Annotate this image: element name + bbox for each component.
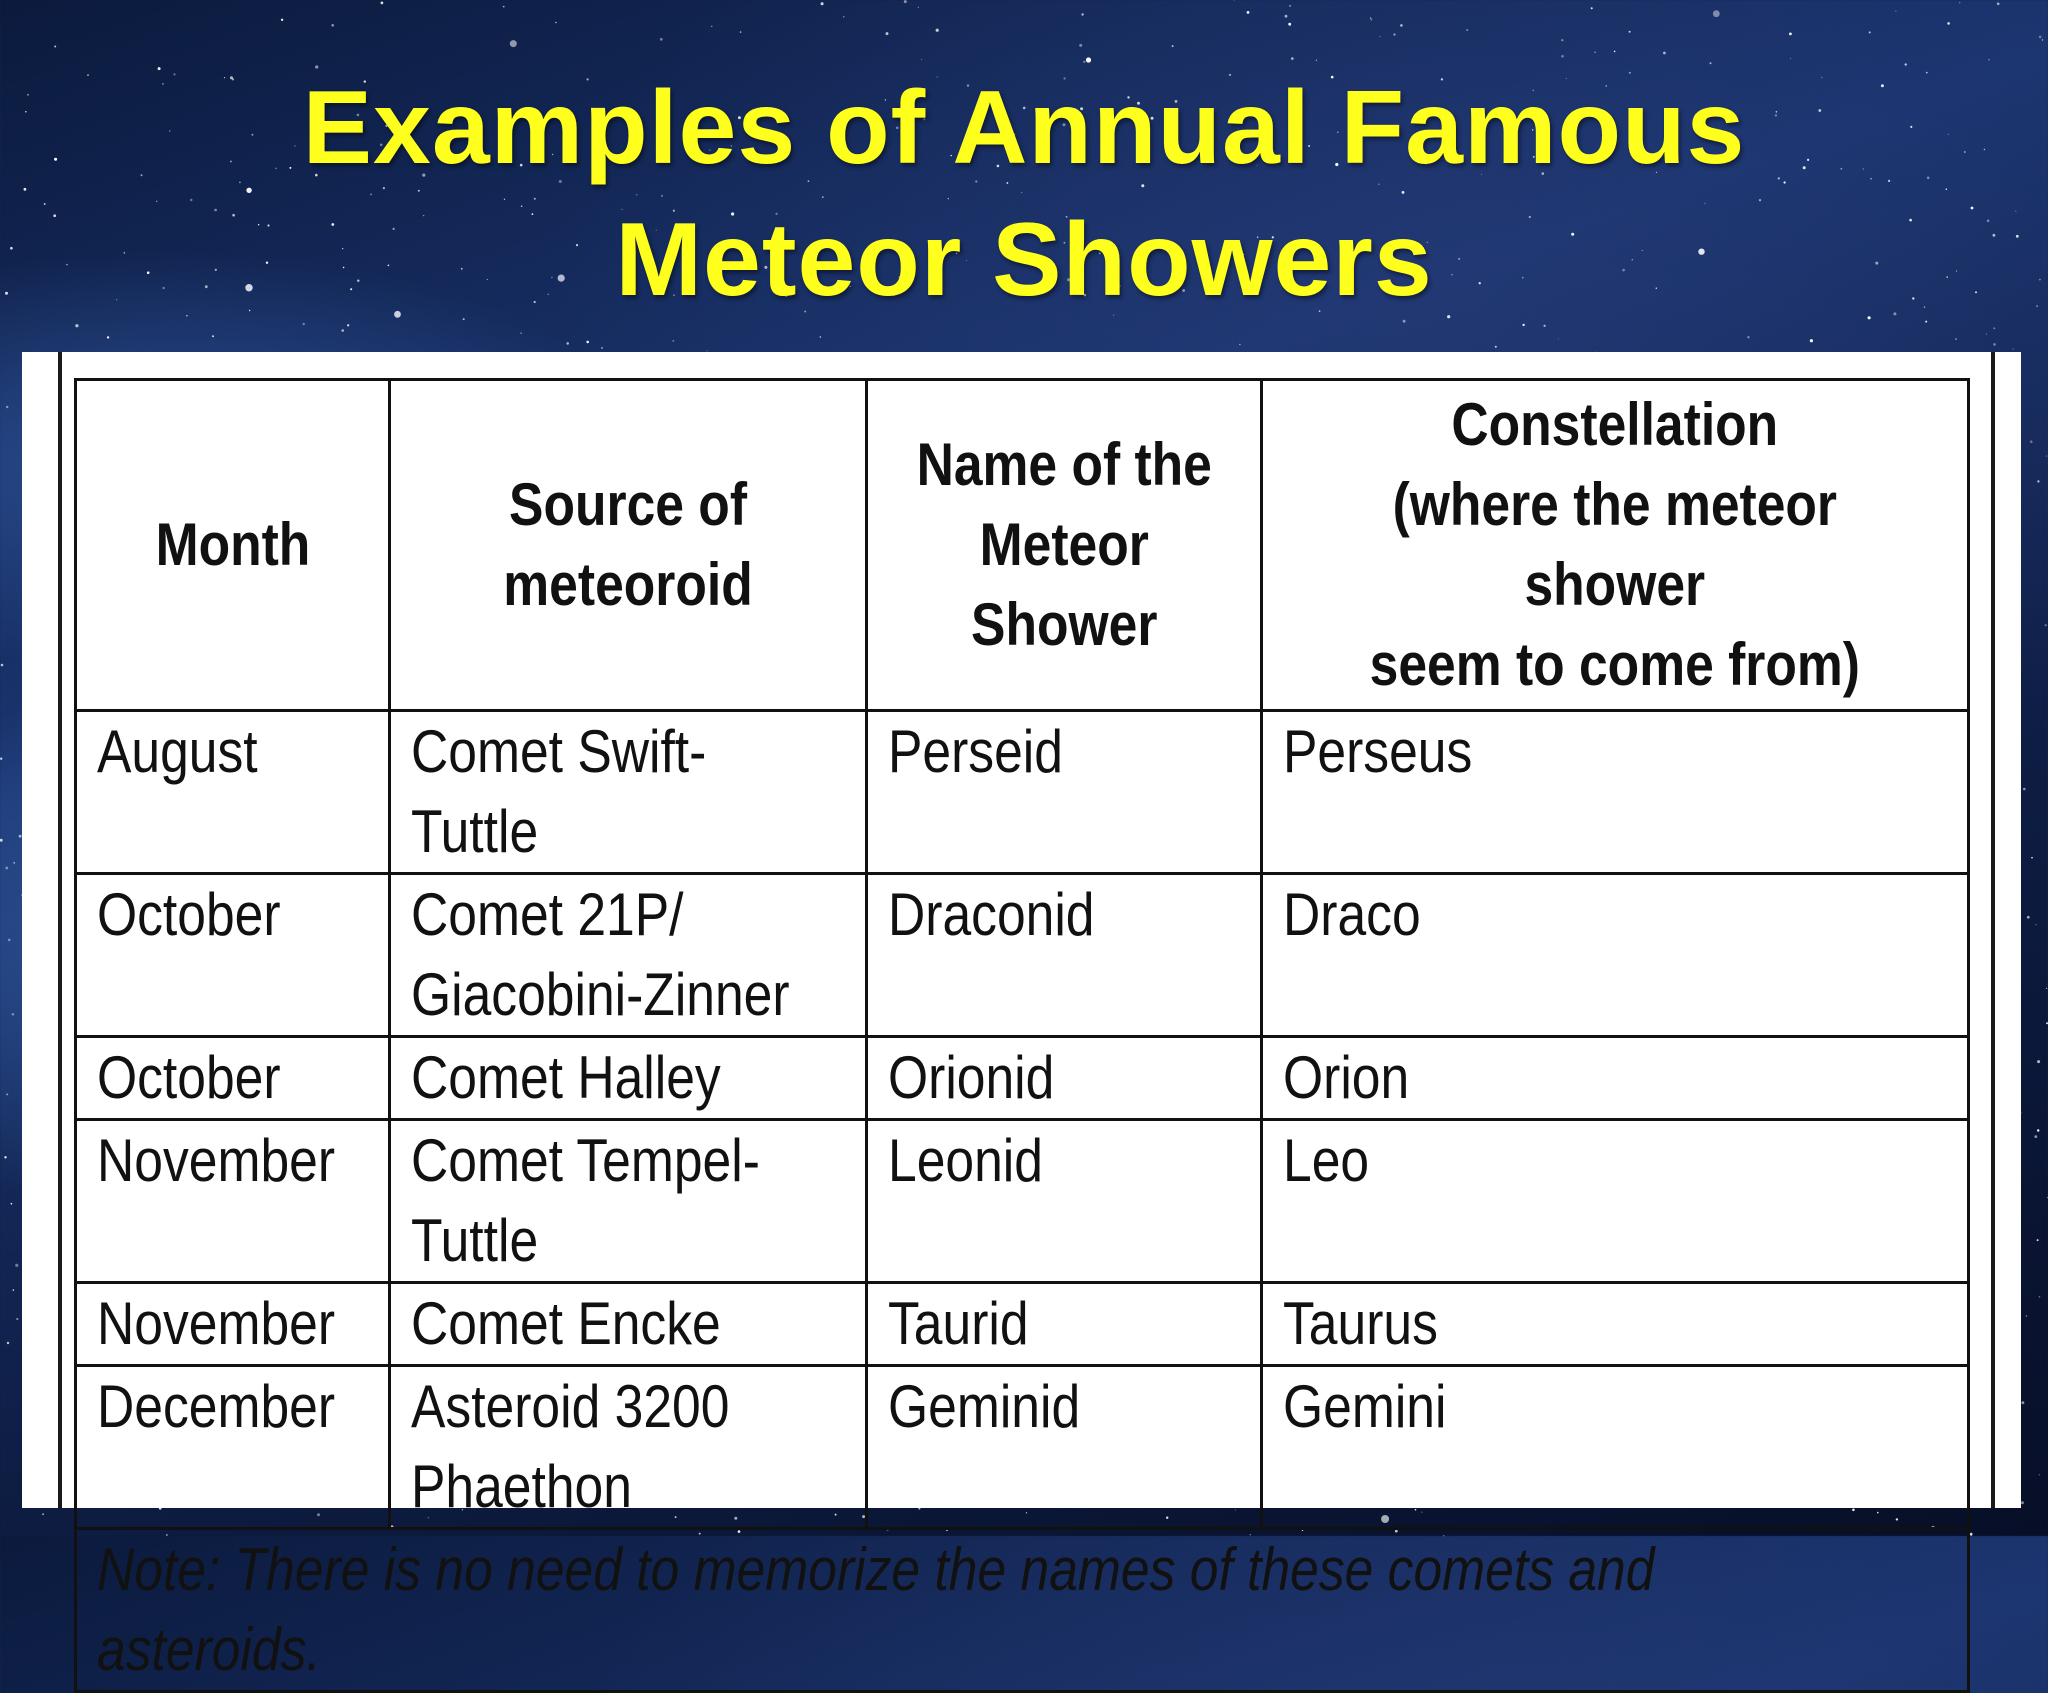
star (2039, 36, 2042, 39)
cell-constellation: Draco (1262, 874, 1969, 1037)
star (1466, 29, 1468, 31)
star (4, 1156, 6, 1158)
star (1239, 344, 1240, 345)
star (1947, 22, 1950, 25)
star (2037, 1239, 2039, 1241)
cell-source: Comet Encke (390, 1283, 867, 1366)
star (1629, 31, 1631, 33)
cell-month: December (76, 1366, 390, 1529)
star (1988, 59, 1990, 61)
cell-source: Comet Tempel- Tuttle (390, 1120, 867, 1283)
star (2037, 1129, 2039, 1131)
cell-source: Comet Swift-Tuttle (390, 711, 867, 874)
star (16, 1318, 18, 1320)
star (2037, 480, 2039, 482)
star (1079, 44, 1082, 47)
header-constellation: Constellation (where the meteor shower seem to come from) (1262, 380, 1969, 711)
cell-shower: Leonid (866, 1120, 1261, 1283)
table-row (76, 1283, 1969, 1366)
star (1561, 39, 1563, 41)
star (821, 2, 824, 5)
star (7, 1342, 9, 1344)
cell-source: Asteroid 3200 Phaethon (390, 1366, 867, 1529)
star (1986, 334, 1987, 335)
star (1172, 45, 1174, 47)
star (2031, 857, 2033, 859)
slide-title-line-2: Meteor Showers (615, 202, 1433, 318)
table-row (76, 1037, 1969, 1120)
star (1289, 5, 1290, 6)
star (1, 664, 4, 667)
star (1370, 17, 1371, 18)
star (1291, 57, 1294, 60)
star (2013, 349, 2014, 350)
sheet-right-rule (1991, 352, 1995, 1508)
star (886, 32, 889, 35)
table-note-row (76, 1529, 1969, 1692)
star (672, 340, 674, 342)
star (2030, 440, 2033, 443)
cell-shower: Geminid (866, 1366, 1261, 1529)
star (918, 7, 919, 8)
star (1234, 0, 1235, 1)
star (11, 1203, 13, 1205)
cell-month: August (76, 711, 390, 874)
star (2045, 624, 2047, 626)
star (15, 1264, 18, 1267)
star (904, 0, 907, 3)
star (1285, 15, 1288, 18)
star (1663, 52, 1666, 55)
star (14, 862, 15, 863)
star (1594, 52, 1595, 53)
star (936, 29, 939, 32)
star (711, 26, 712, 27)
star (13, 1289, 14, 1290)
star (107, 336, 109, 338)
star (331, 24, 334, 27)
star (0, 839, 3, 842)
star (1316, 60, 1317, 61)
star (1959, 2, 1960, 3)
star (1789, 33, 1792, 36)
star (819, 336, 821, 338)
star (2042, 39, 2043, 40)
star (1997, 3, 2000, 6)
cell-shower: Draconid (866, 874, 1261, 1037)
star (12, 1013, 15, 1016)
star (1558, 338, 1559, 339)
star (6, 1093, 8, 1095)
star (0, 758, 2, 760)
cell-constellation: Taurus (1262, 1283, 1969, 1366)
star (54, 46, 56, 48)
table-row (76, 1120, 1969, 1283)
star (740, 31, 742, 33)
star (1993, 327, 1995, 329)
star (1810, 339, 1813, 342)
star (42, 1513, 44, 1515)
meteor-shower-table (74, 378, 1970, 1693)
star (1081, 13, 1083, 15)
table-row (76, 874, 1969, 1037)
star (1288, 23, 1291, 26)
cell-source: Comet Halley (390, 1037, 867, 1120)
star (1993, 343, 1996, 346)
star (1713, 10, 1720, 17)
star (2022, 1401, 2025, 1404)
star (1393, 33, 1395, 35)
star (921, 59, 922, 60)
star (843, 16, 844, 17)
star (601, 347, 603, 349)
star (1747, 336, 1749, 338)
table-row (76, 1366, 1969, 1529)
star (2023, 788, 2026, 791)
star (2035, 924, 2036, 925)
cell-shower: Orionid (866, 1037, 1261, 1120)
star (2027, 916, 2030, 919)
star (1591, 7, 1593, 9)
header-shower-name: Name of the Meteor Shower (866, 380, 1261, 711)
star (281, 19, 283, 21)
cell-constellation: Perseus (1262, 711, 1969, 874)
star (1561, 55, 1564, 58)
header-source: Source of meteoroid (390, 380, 867, 711)
star (8, 939, 11, 942)
star (555, 22, 557, 24)
star (6, 406, 8, 408)
cell-shower: Taurid (866, 1283, 1261, 1366)
star (566, 342, 569, 345)
star (1955, 338, 1957, 340)
star (1380, 36, 1381, 37)
star (212, 335, 214, 337)
star (341, 329, 344, 332)
star (381, 2, 384, 5)
table-note: Note: There is no need to memorize the names of these comets and asteroids. (76, 1529, 1969, 1692)
star (1970, 1533, 1973, 1536)
star (2039, 1296, 2041, 1298)
cell-constellation: Orion (1262, 1037, 1969, 1120)
star (510, 40, 517, 47)
star (2046, 455, 2047, 456)
star (1400, 24, 1403, 27)
table-row (76, 711, 1969, 874)
star (521, 333, 522, 334)
star (2021, 1501, 2024, 1504)
star (1495, 346, 1497, 348)
star (1869, 31, 1871, 33)
star (1247, 11, 1250, 14)
header-month: Month (76, 380, 390, 711)
star (586, 341, 589, 344)
star (1790, 58, 1791, 59)
star (2026, 1315, 2028, 1317)
star (5, 867, 8, 870)
star (2046, 988, 2047, 989)
star (1895, 11, 1896, 12)
cell-shower: Perseid (866, 711, 1261, 874)
cell-month: October (76, 874, 390, 1037)
cell-source: Comet 21P/ Giacobini-Zinner (390, 874, 867, 1037)
sheet-left-rule (58, 352, 62, 1508)
star (660, 38, 663, 41)
star (2037, 1060, 2040, 1063)
star (1614, 51, 1616, 53)
table-header-row (76, 380, 1969, 711)
star (503, 6, 505, 8)
cell-month: November (76, 1283, 390, 1366)
cell-constellation: Leo (1262, 1120, 1969, 1283)
cell-constellation: Gemini (1262, 1366, 1969, 1529)
slide-title-line-1: Examples of Annual Famous (302, 70, 1746, 186)
star (1370, 19, 1372, 21)
star (2039, 1474, 2040, 1475)
star (2034, 1135, 2037, 1138)
cell-month: October (76, 1037, 390, 1120)
cell-month: November (76, 1120, 390, 1283)
slide-title (0, 62, 2048, 326)
